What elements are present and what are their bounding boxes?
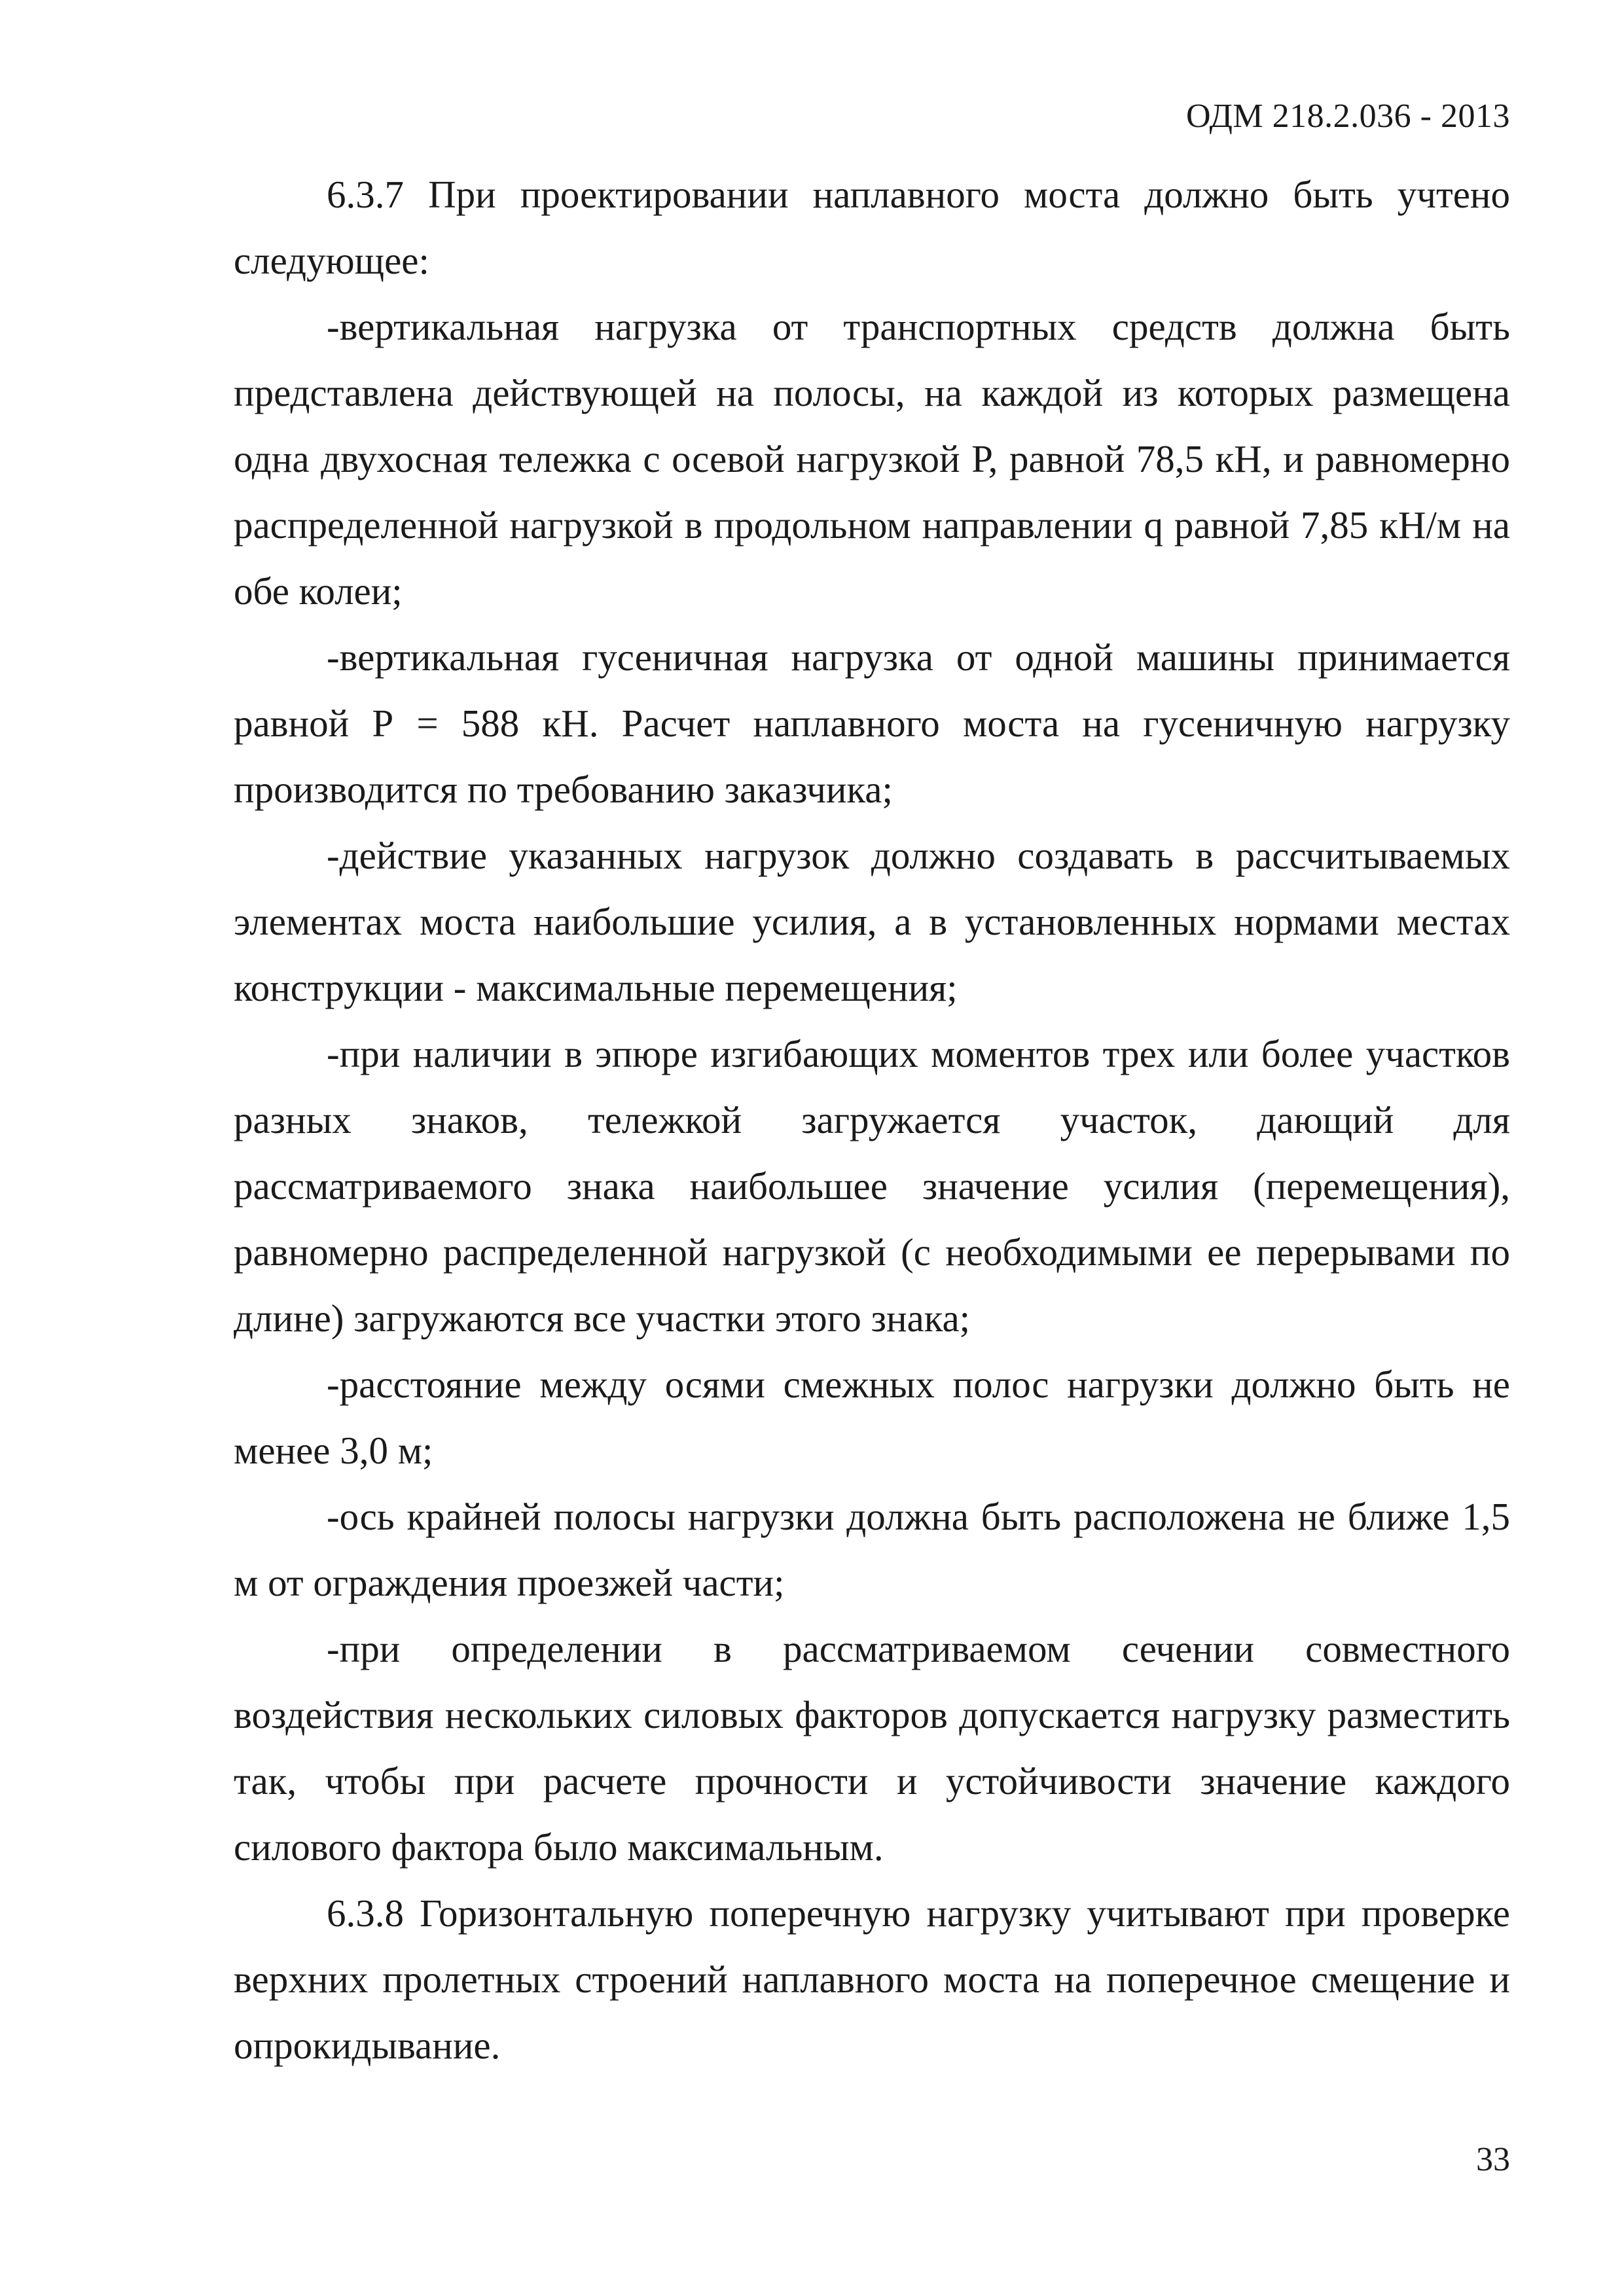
paragraph-6-3-8: 6.3.8 Горизонтальную поперечную нагрузку учитывают при проверке верхних пролетных строений наплавного моста на поперечное смещение и опрокидывание. <box>234 1892 1510 2067</box>
paragraph-load-effect: -действие указанных нагрузок должно создавать в рассчитываемых элементах моста наибольшие усилия, а в установленных нормами местах конструкции - максимальные перемещения; <box>234 834 1510 1009</box>
paragraph-combined-factors: -при определении в рассматриваемом сечении совместного воздействия нескольких силовых факторов допускается нагрузку разместить так, чтобы при расчете прочности и устойчивости значение каждого силового фактора было максимальным. <box>234 1627 1510 1869</box>
paragraph-tracked-load: -вертикальная гусеничная нагрузка от одной машины принимается равной Р = 588 кН. Расчет наплавного моста на гусеничную нагрузку производится по требованию заказчика; <box>234 636 1510 811</box>
paragraph-lane-spacing: -расстояние между осями смежных полос нагрузки должно быть не менее 3,0 м; <box>234 1363 1510 1472</box>
document-code: ОДМ 218.2.036 - 2013 <box>1186 98 1510 135</box>
document-body <box>234 162 1510 2079</box>
paragraph-moment-diagram: -при наличии в эпюре изгибающих моментов трех или более участков разных знаков, тележкой загружается участок, дающий для рассматриваемого знака наибольшее значение усилия (перемещения), равномерно распределенной нагрузкой (с необходимыми ее перерывами по длине) загружаются все участки этого знака; <box>234 1032 1510 1340</box>
paragraph-vertical-vehicle-load: -вертикальная нагрузка от транспортных средств должна быть представлена действующей на полосы, на каждой из которых размещена одна двухосная тележка с осевой нагрузкой Р, равной 78,5 кН, и равномерно распределенной нагрузкой в продольном направлении q равной 7,85 кН/м на обе колеи; <box>234 305 1510 613</box>
paragraph-edge-lane: -ось крайней полосы нагрузки должна быть расположена не ближе 1,5 м от ограждения проезжей части; <box>234 1495 1510 1604</box>
paragraph-6-3-7-intro: 6.3.7 При проектировании наплавного моста должно быть учтено следующее: <box>234 173 1510 282</box>
page-number: 33 <box>1476 2141 1510 2178</box>
